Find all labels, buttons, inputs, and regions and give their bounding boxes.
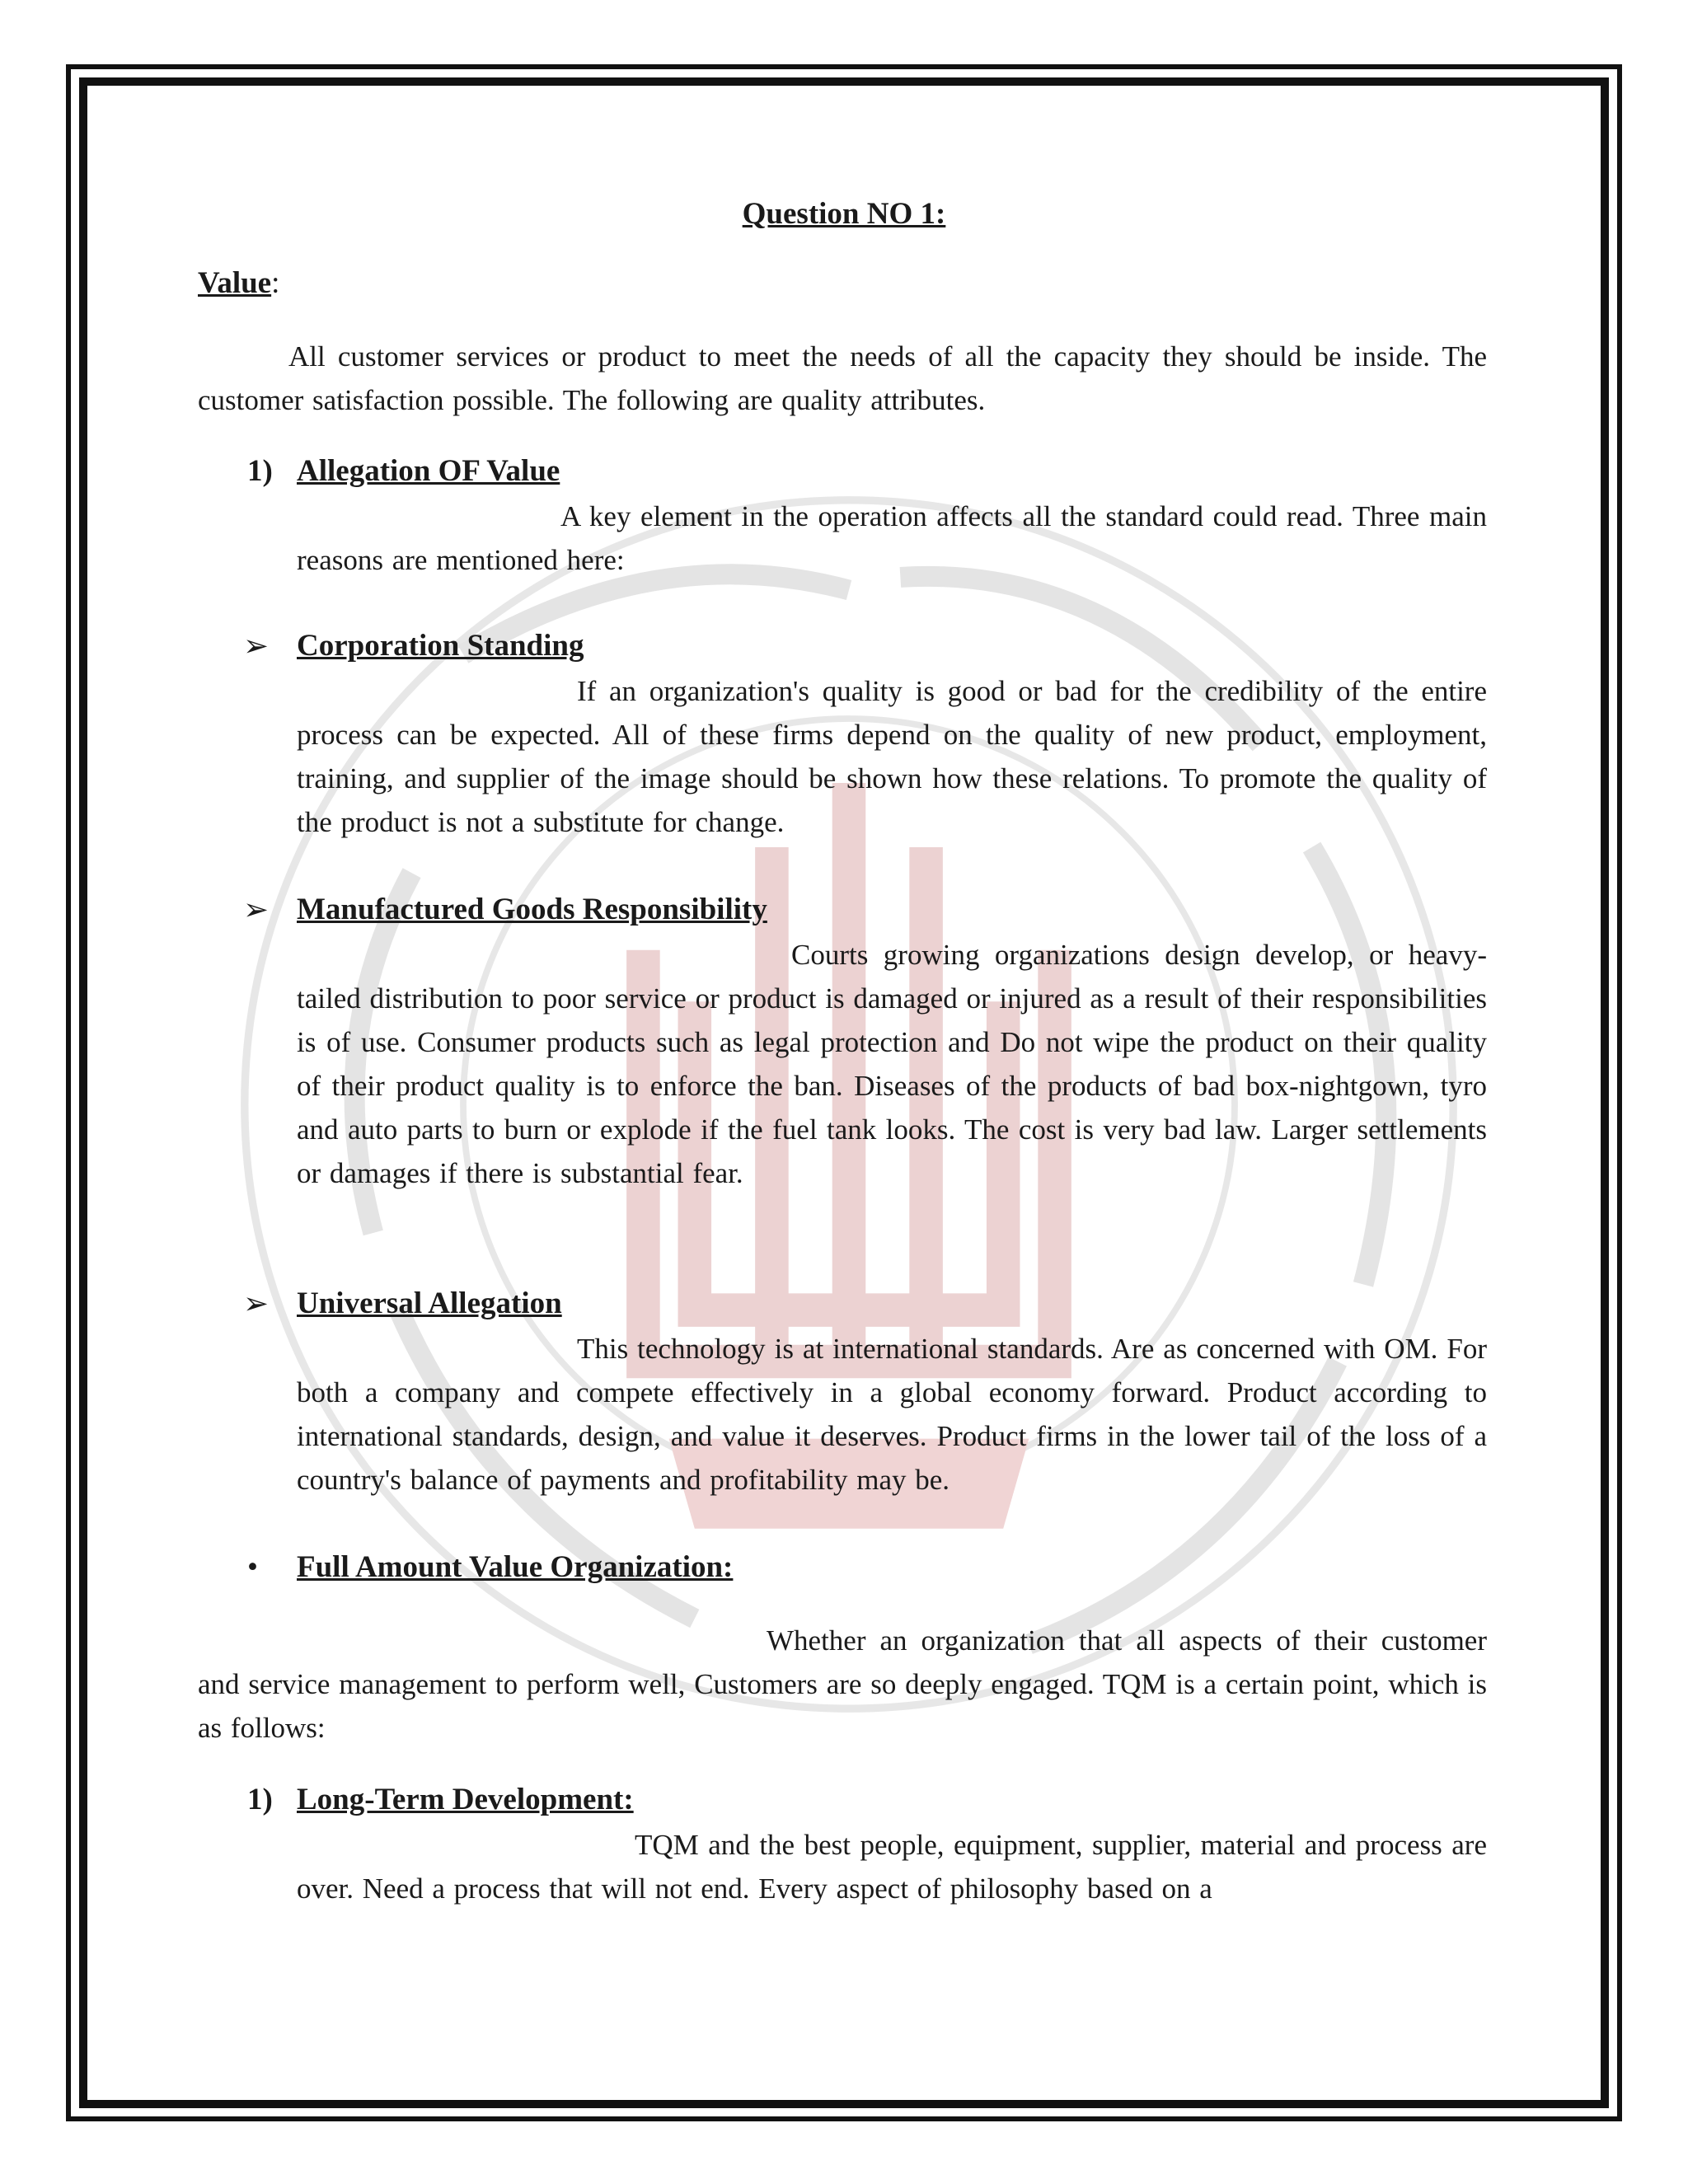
universal-allegation-heading-text: Universal Allegation [297, 1286, 562, 1320]
allegation-of-value-heading [297, 453, 560, 489]
universal-allegation-heading [297, 1286, 562, 1321]
arrow-bullet-icon: ➢ [243, 893, 270, 927]
allegation-of-value-heading-text: Allegation OF Value [297, 454, 560, 488]
corporation-standing-heading-text: Corporation Standing [297, 629, 584, 663]
section-number: 1) [247, 1783, 273, 1816]
manufactured-goods-heading-text: Manufactured Goods Responsibility [297, 893, 767, 926]
allegation-of-value-paragraph: A key element in the operation affects all the standard could read. Three main reasons are mentioned here: [297, 500, 1487, 576]
full-amount-paragraph: Whether an organization that all aspects of their customer and service management to perform well, Customers are so deeply engaged. TQM is a certain point, which is as follows: [198, 1624, 1487, 1744]
arrow-bullet-icon: ➢ [243, 1287, 270, 1321]
section-number: 1) [247, 454, 273, 488]
full-amount-heading-text: Full Amount Value Organization: [297, 1550, 734, 1584]
arrow-bullet-icon: ➢ [243, 630, 270, 663]
manufactured-goods-heading [297, 892, 767, 927]
value-heading-colon: : [271, 266, 280, 300]
long-term-development-heading-text: Long-Term Development: [297, 1783, 634, 1816]
intro-paragraph: All customer services or product to meet the needs of all the capacity they should be inside. The customer satisfaction possible. The following are quality attributes. [198, 340, 1487, 416]
long-term-development-paragraph: TQM and the best people, equipment, supplier, material and process are over. Need a process that will not end. Every aspect of philosophy based on a [297, 1829, 1487, 1905]
corporation-standing-paragraph: If an organization's quality is good or bad for the credibility of the entire process can be expected. All of these firms depend on the quality of new product, employment, training, and supplier of the image should be shown how these relations. To promote the quality of the product is not a substitute for change. [297, 675, 1487, 838]
page-title: Question NO 1: [742, 197, 946, 231]
full-amount-heading [297, 1549, 733, 1585]
value-heading-text: Value [198, 266, 272, 300]
value-heading [198, 265, 279, 301]
corporation-standing-heading [297, 628, 584, 663]
manufactured-goods-paragraph: Courts growing organizations design develop, or heavy-tailed distribution to poor service or product is damaged or injured as a result of their responsibilities is of use. Consumer products such as legal protection and Do not wipe the product on their quality of their product quality is to enforce the ban. Diseases of the products of bad box-nightgown, tyro and auto parts to burn or explode if the fuel tank looks. The cost is very bad law. Larger settlements or damages if there is substantial fear. [297, 939, 1487, 1189]
long-term-development-heading [297, 1782, 634, 1817]
universal-allegation-paragraph: This technology is at international standards. Are as concerned with OM. For both a company and compete effectively in a global economy forward. Product according to international standards, design, and value it deserves. Product firms in the lower tail of the loss of a country's balance of payments and profitability may be. [297, 1333, 1487, 1496]
round-bullet-icon: • [247, 1550, 258, 1584]
